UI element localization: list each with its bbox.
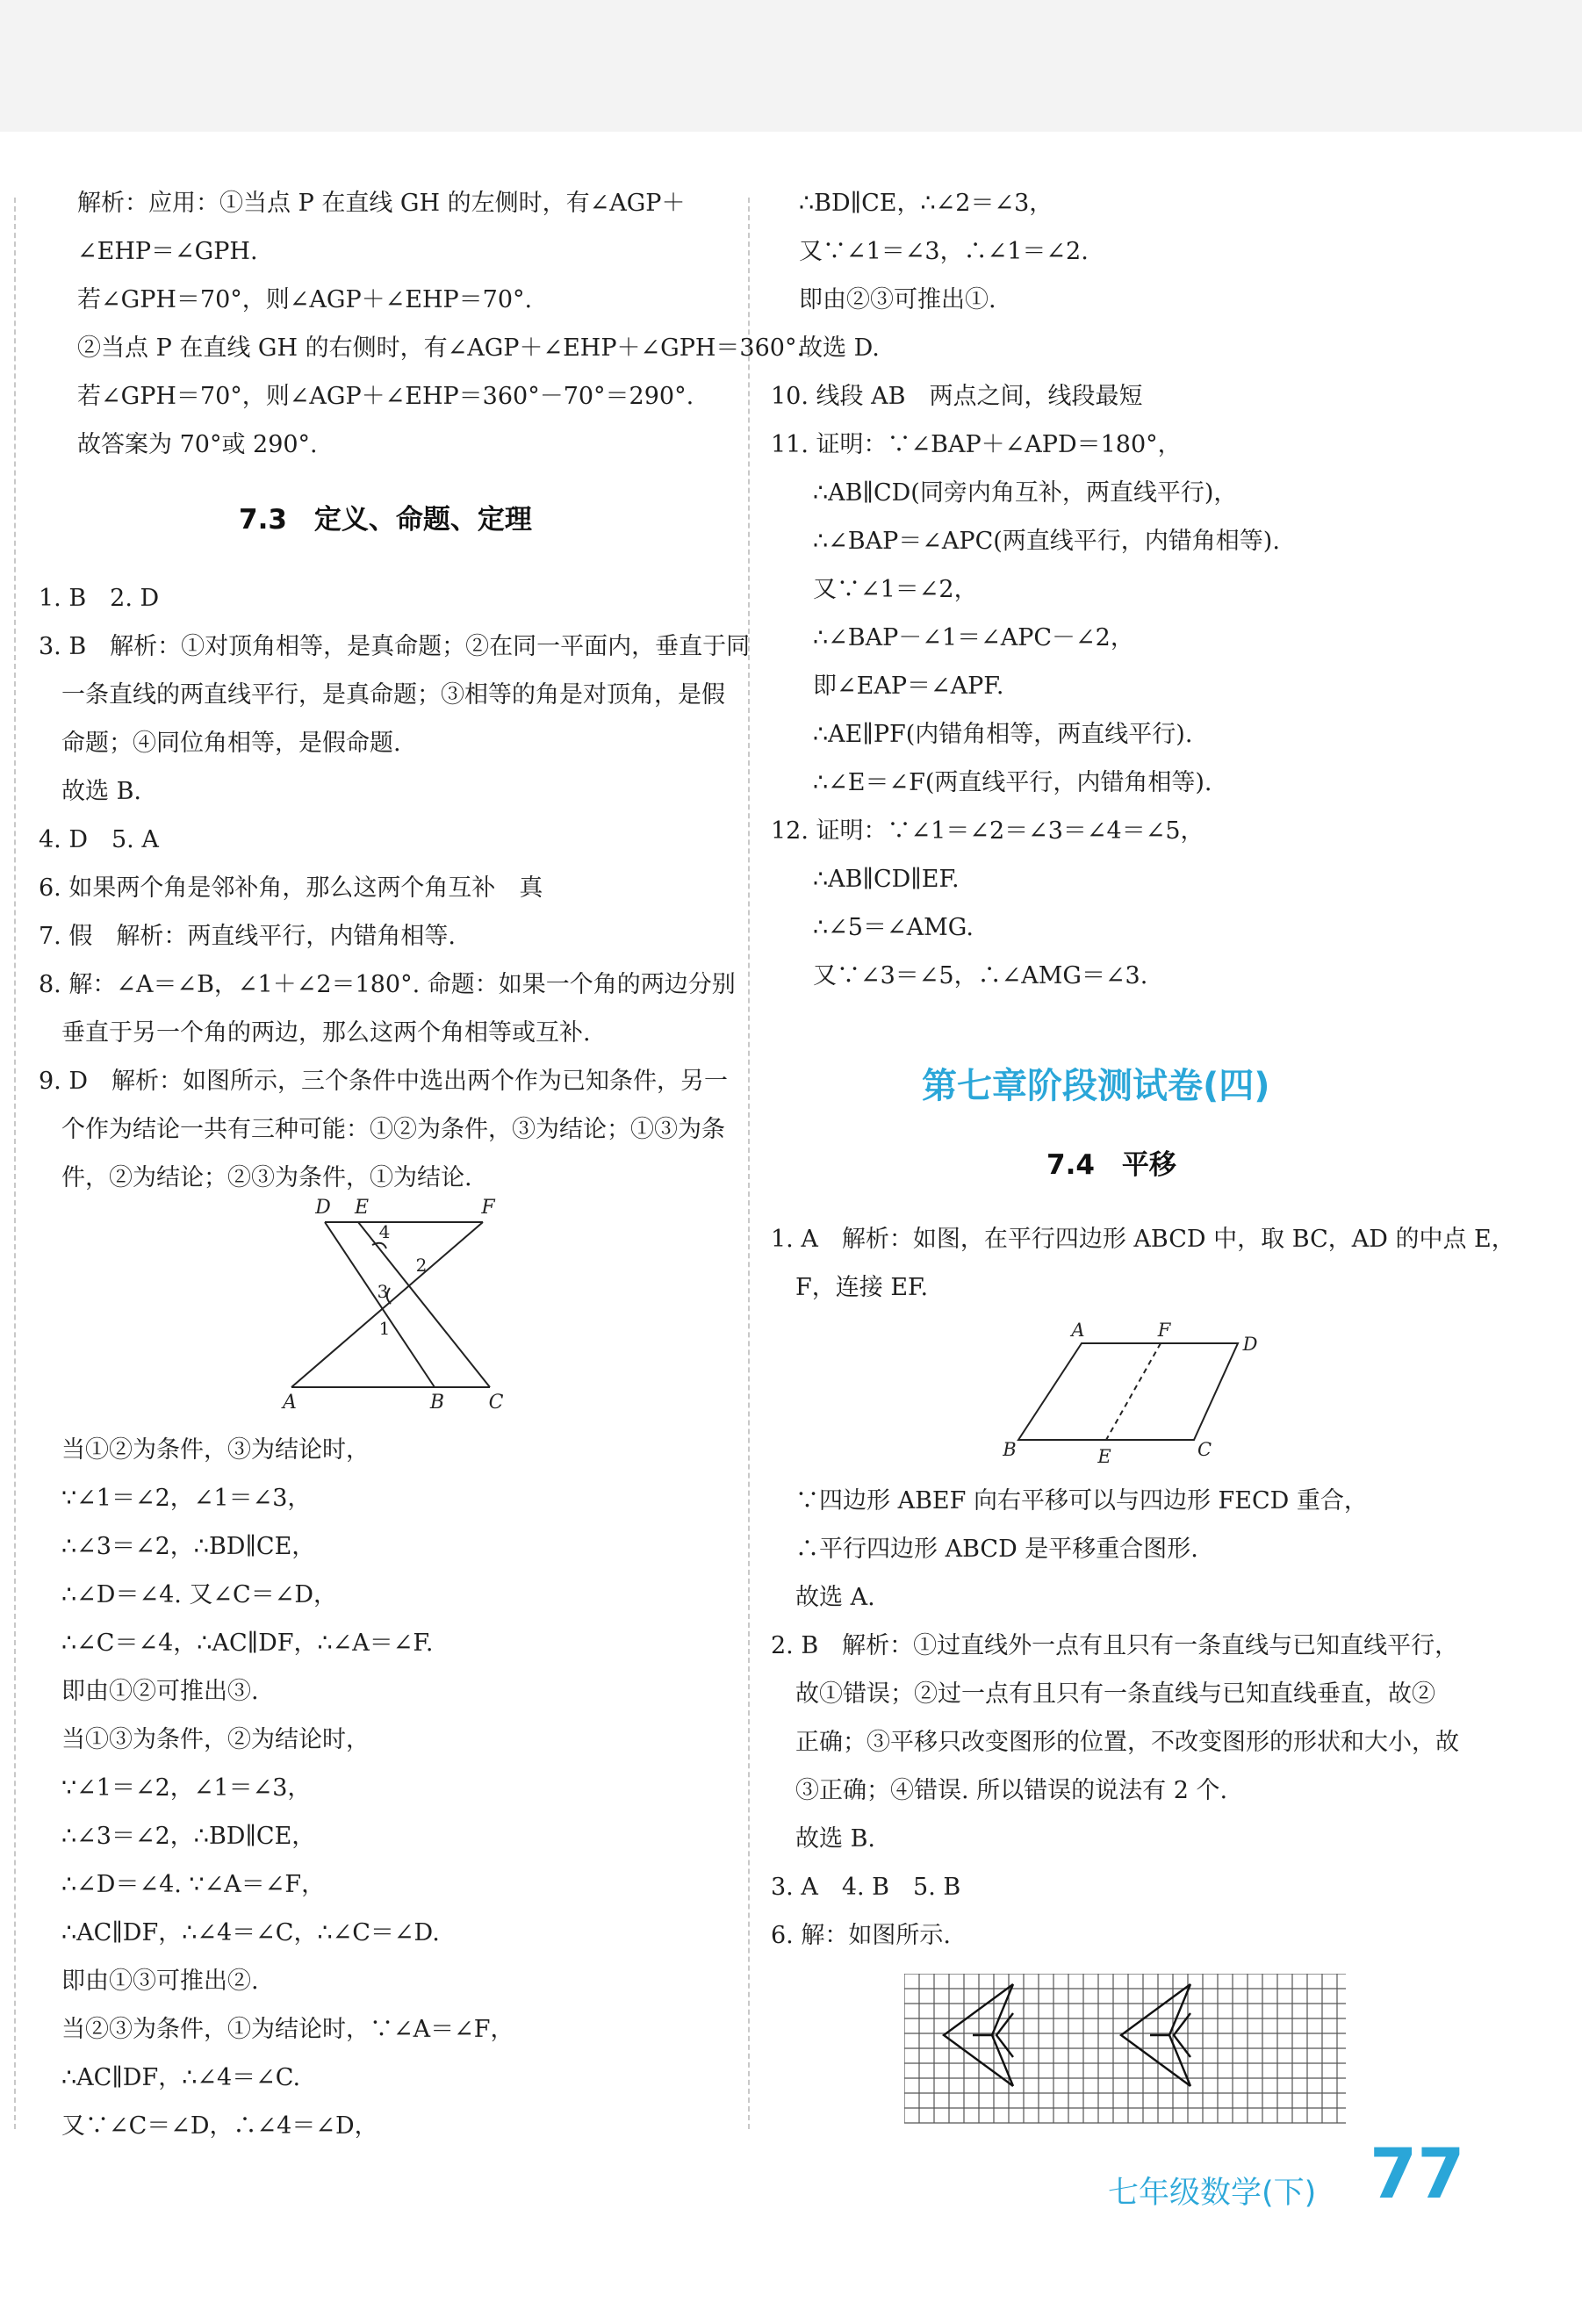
text-line: 故选 A. [795, 1584, 875, 1611]
text-line: 即由②③可推出①. [799, 286, 996, 313]
answer-line: 垂直于另一个角的两边，那么这两个角相等或互补. [61, 1019, 591, 1047]
text-line: 又∵∠1＝∠3，∴∠1＝∠2. [799, 238, 1089, 265]
proof-line: ∴AB∥CD∥EF. [813, 866, 960, 893]
proof-line: ∴∠BAP－∠1＝∠APC－∠2， [813, 624, 1134, 651]
section-title-7-4: 7.4 平移 [1046, 1149, 1176, 1181]
proof-line: ∴∠5＝∠AMG. [813, 914, 974, 941]
text-line: 若∠GPH＝70°，则∠AGP＋∠EHP＝360°－70°＝290°. [77, 383, 694, 410]
parallelogram-figure [1001, 1317, 1282, 1479]
proof-line: ∴∠3＝∠2，∴BD∥CE， [61, 1533, 316, 1560]
translation-grid-figure [904, 1974, 1352, 2132]
angle-label-3: 3 [377, 1281, 389, 1302]
proof-line: ∴∠C＝∠4，∴AC∥DF，∴∠A＝∠F. [61, 1630, 434, 1657]
answer-line: 命题；④同位角相等，是假命题. [61, 730, 401, 757]
point-label-c: C [1197, 1439, 1212, 1460]
book-title: 七年级数学(下) [1108, 2176, 1317, 2211]
answer-line: 故①错误；②过一点有且只有一条直线与已知直线垂直，故② [795, 1680, 1435, 1708]
proof-line: ∴∠BAP＝∠APC(两直线平行，内错角相等). [813, 528, 1280, 555]
text-line: ∴BD∥CE，∴∠2＝∠3， [799, 190, 1053, 217]
proof-line: ∴AC∥DF，∴∠4＝∠C. [61, 2064, 301, 2091]
answer-line: ③正确；④错误. 所以错误的说法有 2 个. [795, 1777, 1228, 1804]
text-line: 故选 D. [799, 335, 880, 362]
text-line: 故答案为 70°或 290°. [77, 431, 318, 458]
point-label-a: A [1071, 1320, 1085, 1341]
text-line: 解析：应用：①当点 P 在直线 GH 的左侧时，有∠AGP＋ [77, 190, 686, 217]
answer-line: 10. 线段 AB 两点之间，线段最短 [771, 383, 1143, 410]
proof-line: 即由①②可推出③. [61, 1678, 259, 1705]
point-label-f: F [1157, 1320, 1171, 1341]
proof-line: 又∵∠C＝∠D，∴∠4＝∠D， [61, 2112, 378, 2140]
chapter-test-title: 第七章阶段测试卷(四) [922, 1066, 1270, 1106]
page-number: 77 [1370, 2135, 1465, 2214]
proof-line: ∴∠D＝∠4. 又∠C＝∠D， [61, 1581, 337, 1608]
point-label-c: C [488, 1392, 504, 1414]
answer-line: 4. D 5. A [39, 826, 159, 853]
answer-line: 7. 假 解析：两直线平行，内错角相等. [39, 923, 456, 950]
answer-line: 件，②为结论；②③为条件，①为结论. [61, 1164, 472, 1191]
left-margin-rule [14, 198, 16, 2129]
section-title-7-3: 7.3 定义、命题、定理 [239, 504, 532, 536]
page-top-band [0, 0, 1582, 132]
point-label-a: A [283, 1392, 297, 1414]
answer-line: 8. 解：∠A＝∠B，∠1＋∠2＝180°. 命题：如果一个角的两边分别 [39, 971, 736, 998]
proof-line: 又∵∠1＝∠2， [813, 576, 978, 603]
answer-line: 3. B 解析：①对顶角相等，是真命题；②在同一平面内，垂直于同 [39, 633, 751, 660]
proof-line: ∵∠1＝∠2，∠1＝∠3， [61, 1485, 312, 1512]
answer-line: 12. 证明：∵∠1＝∠2＝∠3＝∠4＝∠5， [771, 817, 1204, 845]
answer-line: 1. A 解析：如图，在平行四边形 ABCD 中，取 BC，AD 的中点 E， [771, 1226, 1515, 1253]
answer-line: 故选 B. [61, 778, 142, 805]
point-label-f: F [481, 1197, 495, 1219]
angle-label-1: 1 [378, 1318, 391, 1339]
angle-label-2: 2 [415, 1255, 428, 1276]
proof-line: ∴AB∥CD(同旁内角互补，两直线平行)， [813, 479, 1238, 507]
proof-line: ∴∠D＝∠4. ∵∠A＝∠F， [61, 1871, 326, 1898]
proof-line: ∵∠1＝∠2，∠1＝∠3， [61, 1774, 312, 1802]
answer-line: 11. 证明：∵∠BAP＋∠APD＝180°， [771, 431, 1182, 458]
answer-line: F，连接 EF. [795, 1274, 929, 1301]
answer-line: 3. A 4. B 5. B [771, 1874, 961, 1901]
proof-line: ∴AC∥DF，∴∠4＝∠C，∴∠C＝∠D. [61, 1919, 440, 1946]
point-label-d: D [1242, 1334, 1258, 1355]
point-label-e: E [1097, 1446, 1111, 1467]
proof-line: 即∠EAP＝∠APF. [813, 673, 1004, 700]
angle-label-4: 4 [378, 1221, 391, 1242]
point-label-d: D [315, 1197, 331, 1219]
point-label-b: B [1003, 1439, 1017, 1460]
proof-line: 当①③为条件，②为结论时， [61, 1726, 370, 1753]
proof-line: 当②③为条件，①为结论时，∵∠A＝∠F， [61, 2016, 514, 2043]
answer-line: 9. D 解析：如图所示，三个条件中选出两个作为已知条件，另一 [39, 1068, 728, 1095]
column-divider [748, 198, 750, 2129]
proof-line: ∴∠E＝∠F(两直线平行，内错角相等). [813, 769, 1212, 796]
text-line: ②当点 P 在直线 GH 的右侧时，有∠AGP＋∠EHP＋∠GPH＝360°. [77, 335, 805, 362]
point-label-e: E [354, 1197, 370, 1219]
answer-line: 正确；③平移只改变图形的位置，不改变图形的形状和大小，故 [795, 1729, 1459, 1756]
answer-line: 个作为结论一共有三种可能：①②为条件，③为结论；①③为条 [61, 1116, 725, 1143]
answer-line: 2. B 解析：①过直线外一点有且只有一条直线与已知直线平行， [771, 1632, 1459, 1659]
proof-line: ∴∠3＝∠2，∴BD∥CE， [61, 1823, 316, 1850]
text-line: ∵四边形 ABEF 向右平移可以与四边形 FECD 重合， [795, 1487, 1368, 1515]
proof-line: 即由①③可推出②. [61, 1968, 259, 1995]
text-line: 若∠GPH＝70°，则∠AGP＋∠EHP＝70°. [77, 286, 533, 313]
point-label-b: B [429, 1392, 445, 1414]
answer-line: 6. 如果两个角是邻补角，那么这两个角互补 真 [39, 874, 543, 902]
proof-line: 当①②为条件，③为结论时， [61, 1436, 370, 1464]
parallel-lines-figure [281, 1194, 518, 1414]
answer-line: 6. 解：如图所示. [771, 1922, 951, 1949]
text-line: ∠EHP＝∠GPH. [77, 238, 258, 265]
answer-line: 一条直线的两直线平行，是真命题；③相等的角是对顶角，是假 [61, 681, 725, 709]
proof-line: 又∵∠3＝∠5，∴∠AMG＝∠3. [813, 962, 1148, 989]
text-line: ∴平行四边形 ABCD 是平移重合图形. [795, 1536, 1198, 1563]
answer-line: 故选 B. [795, 1825, 876, 1853]
answer-line: 1. B 2. D [39, 585, 160, 612]
proof-line: ∴AE∥PF(内错角相等，两直线平行). [813, 721, 1193, 748]
